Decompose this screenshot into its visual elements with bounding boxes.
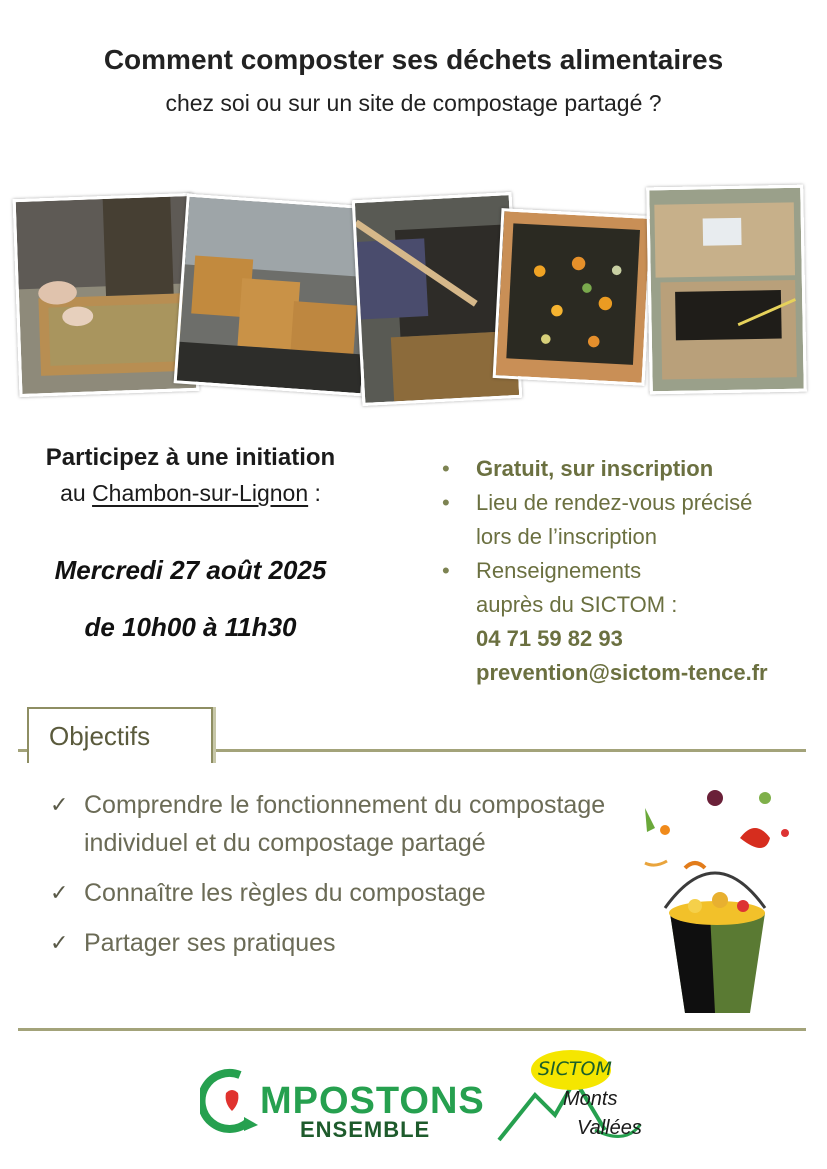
event-heading: Participez à une initiation <box>45 444 336 471</box>
info-list <box>440 452 820 690</box>
objectives-list <box>50 786 630 974</box>
bullet-icon: • <box>442 490 450 515</box>
ensemble-text: ENSEMBLE <box>300 1117 431 1142</box>
place-name: Chambon-sur-Lignon <box>92 480 309 506</box>
info-contact-line2: auprès du SICTOM : <box>476 592 678 617</box>
bullet-icon: • <box>442 558 450 583</box>
phone-number: 04 71 59 82 93 <box>476 626 623 651</box>
page-subtitle: chez soi ou sur un site de compostage partagé ? <box>165 90 662 116</box>
compost-bin-hands-photo <box>13 193 200 397</box>
compost-bucket-icon <box>625 778 805 1023</box>
food-scraps-compost-photo <box>493 208 654 386</box>
objectives-tab-label: Objectifs <box>49 721 151 751</box>
info-location-line2: lors de l’inscription <box>476 524 657 549</box>
vallees-text: Vallées <box>577 1117 642 1139</box>
objective-item <box>50 874 630 912</box>
recycle-arrow-icon <box>200 1067 260 1137</box>
event-block <box>18 444 363 643</box>
info-item-free <box>440 452 820 486</box>
compostons-ensemble-logo <box>200 1055 485 1150</box>
open-wooden-composter-photo <box>646 185 807 395</box>
compostons-main-text: MPOSTONS <box>260 1080 485 1122</box>
email-address[interactable]: prevention@sictom-tence.fr <box>476 660 768 685</box>
objective-item <box>50 924 630 962</box>
page-title: Comment composter ses déchets alimentaires <box>103 44 724 75</box>
check-icon: ✓ <box>50 792 69 817</box>
info-location-line1: Lieu de rendez-vous précisé <box>476 490 753 515</box>
check-icon: ✓ <box>50 880 69 905</box>
bullet-icon: • <box>442 456 450 481</box>
place-prefix: au <box>60 480 93 506</box>
info-item-location <box>440 486 820 554</box>
event-time: de 10h00 à 11h30 <box>84 612 297 642</box>
event-place <box>18 480 363 507</box>
bottom-divider <box>18 1028 806 1031</box>
monts-text: Monts <box>563 1088 618 1110</box>
wooden-compost-bins-photo <box>174 194 377 397</box>
info-free-text: Gratuit, sur inscription <box>476 456 714 481</box>
sictom-text: SICTOM <box>538 1058 612 1080</box>
event-date: Mercredi 27 août 2025 <box>54 555 327 585</box>
sictom-badge <box>531 1050 611 1090</box>
objective-text: Partager ses pratiques <box>84 929 336 957</box>
check-icon: ✓ <box>50 930 69 955</box>
info-item-contact <box>440 554 820 690</box>
objective-item <box>50 786 630 862</box>
objectives-tab <box>27 707 213 763</box>
sictom-logo <box>495 1040 655 1150</box>
info-contact-line1: Renseignements <box>476 558 642 583</box>
place-suffix: : <box>308 480 321 506</box>
objective-text: Comprendre le fonctionnement du compostage individuel et du compostage partagé <box>84 791 606 857</box>
objective-text: Connaître les règles du compostage <box>84 879 486 907</box>
